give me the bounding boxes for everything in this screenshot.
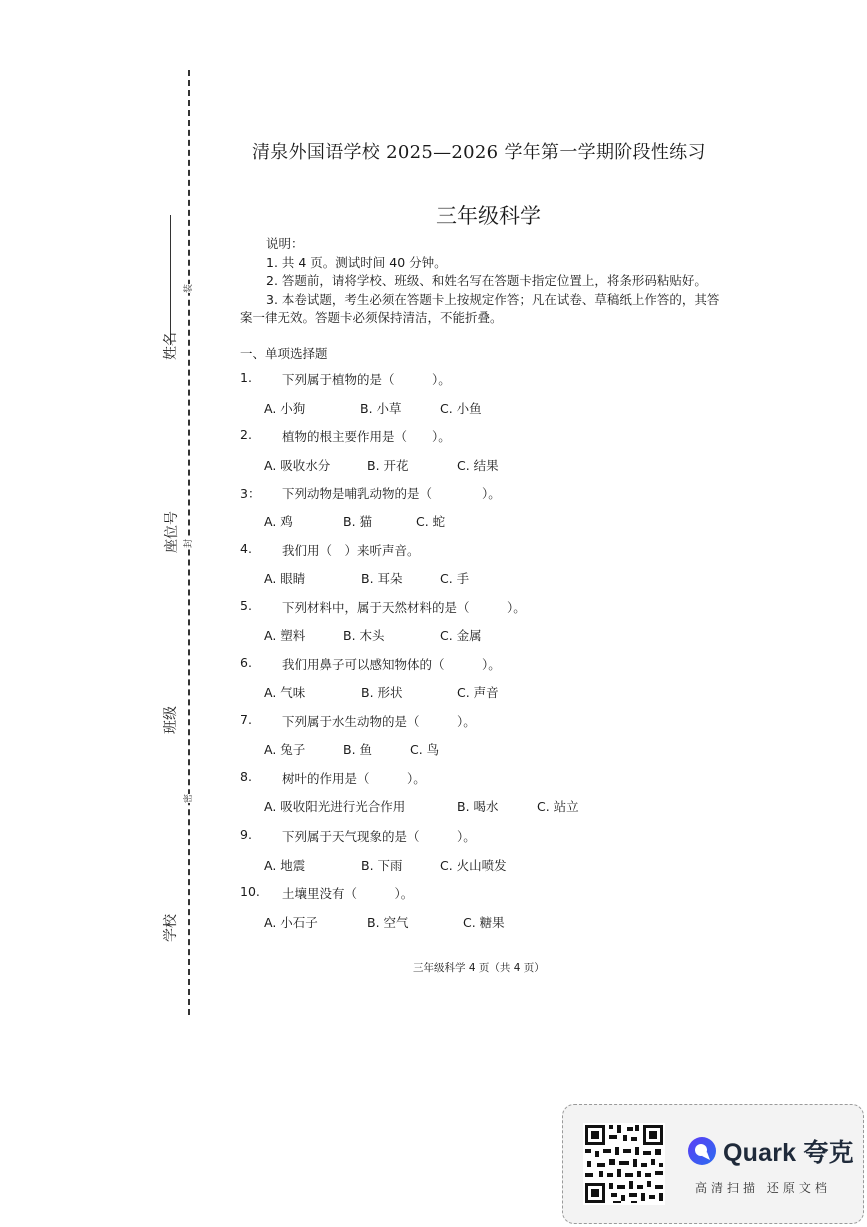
question-number: 1. (240, 370, 252, 385)
option-b: B. 木头 (343, 628, 385, 643)
question-text: 下列动物是哺乳动物的是（ ）。 (282, 486, 501, 501)
question-text: 我们用（ ）来听声音。 (282, 543, 420, 558)
qr-code-icon (583, 1123, 665, 1205)
question-number: 8. (240, 769, 252, 784)
binding-mark-top: 装 (180, 284, 195, 293)
option-a: A. 塑料 (264, 628, 306, 643)
option-b: B. 开花 (367, 458, 409, 473)
question-text: 下列材料中，属于天然材料的是（ ）。 (282, 600, 526, 615)
option-a: A. 小石子 (264, 915, 318, 930)
instruction-line: 2. 答题前，请将学校、班级、和姓名写在答题卡指定位置上，将条形码粘贴好。 (266, 273, 707, 288)
option-a: A. 吸收水分 (264, 458, 331, 473)
option-a: A. 小狗 (264, 401, 306, 416)
option-b: B. 下雨 (361, 858, 403, 873)
question-text: 我们用鼻子可以感知物体的（ ）。 (282, 657, 501, 672)
option-b: B. 鱼 (343, 742, 373, 757)
section-title: 一、单项选择题 (240, 346, 328, 361)
question-number: 2. (240, 427, 252, 442)
option-b: B. 小草 (360, 401, 402, 416)
option-c: C. 小鱼 (440, 401, 482, 416)
option-c: C. 火山喷发 (440, 858, 507, 873)
question-number: 10. (240, 884, 260, 899)
option-a: A. 吸收阳光进行光合作用 (264, 799, 406, 814)
binding-mark-bottom: 密 (180, 794, 195, 803)
question-number: 4. (240, 541, 252, 556)
question-number: 3： (240, 486, 261, 501)
instruction-line: 1. 共 4 页。测试时间 40 分钟。 (266, 254, 447, 270)
option-c: C. 站立 (537, 799, 579, 814)
question-number: 6. (240, 655, 252, 670)
option-a: A. 鸡 (264, 514, 293, 529)
option-c: C. 鸟 (410, 742, 440, 757)
option-b: B. 猫 (343, 514, 373, 529)
option-b: B. 形状 (361, 685, 403, 700)
question-text: 植物的根主要作用是（ ）。 (282, 429, 451, 444)
option-a: A. 地震 (264, 858, 306, 873)
option-c: C. 手 (440, 571, 470, 586)
class-label: 班级 (163, 706, 179, 734)
option-b: B. 空气 (367, 915, 409, 930)
question-text: 树叶的作用是（ ）。 (282, 771, 426, 786)
quark-logo-icon (687, 1136, 717, 1166)
option-c: C. 结果 (457, 458, 499, 473)
instructions-head: 说明： (266, 236, 304, 251)
question-number: 9. (240, 827, 252, 842)
option-b: B. 喝水 (457, 799, 499, 814)
question-text: 下列属于天气现象的是（ ）。 (282, 829, 476, 844)
exam-subtitle: 三年级科学 (436, 204, 541, 228)
seat-label: 座位号 (164, 511, 180, 553)
question-text: 土壤里没有（ ）。 (282, 886, 414, 901)
binding-mark-mid: 封 (180, 539, 195, 548)
quark-watermark[interactable] (562, 1104, 864, 1224)
question-number: 5. (240, 598, 252, 613)
option-a: A. 气味 (264, 685, 306, 700)
instruction-line: 3. 本卷试题，考生必须在答题卡上按规定作答；凡在试卷、草稿纸上作答的，其答 (266, 291, 720, 307)
quark-tagline: 高清扫描 还原文档 (695, 1181, 831, 1195)
quark-brand (687, 1135, 854, 1167)
option-a: A. 兔子 (264, 742, 306, 757)
option-c: C. 金属 (440, 628, 482, 643)
school-label: 学校 (163, 914, 179, 942)
question-text: 下列属于植物的是（ ）。 (282, 372, 451, 387)
question-text: 下列属于水生动物的是（ ）。 (282, 714, 476, 729)
instruction-line: 案一律无效。答题卡必须保持清洁，不能折叠。 (240, 310, 503, 325)
question-number: 7. (240, 712, 252, 727)
exam-title: 清泉外国语学校 2025—2026 学年第一学期阶段性练习 (252, 142, 706, 163)
quark-brand-name: Quark 夸克 (723, 1139, 854, 1167)
option-b: B. 耳朵 (361, 571, 403, 586)
page-footer: 三年级科学 4 页（共 4 页） (413, 962, 545, 974)
instructions (240, 235, 730, 328)
name-label: 姓名 (163, 332, 179, 360)
option-a: A. 眼睛 (264, 571, 306, 586)
option-c: C. 蛇 (416, 514, 446, 529)
option-c: C. 声音 (457, 685, 499, 700)
name-blank-line (170, 215, 171, 345)
option-c: C. 糖果 (463, 915, 505, 930)
